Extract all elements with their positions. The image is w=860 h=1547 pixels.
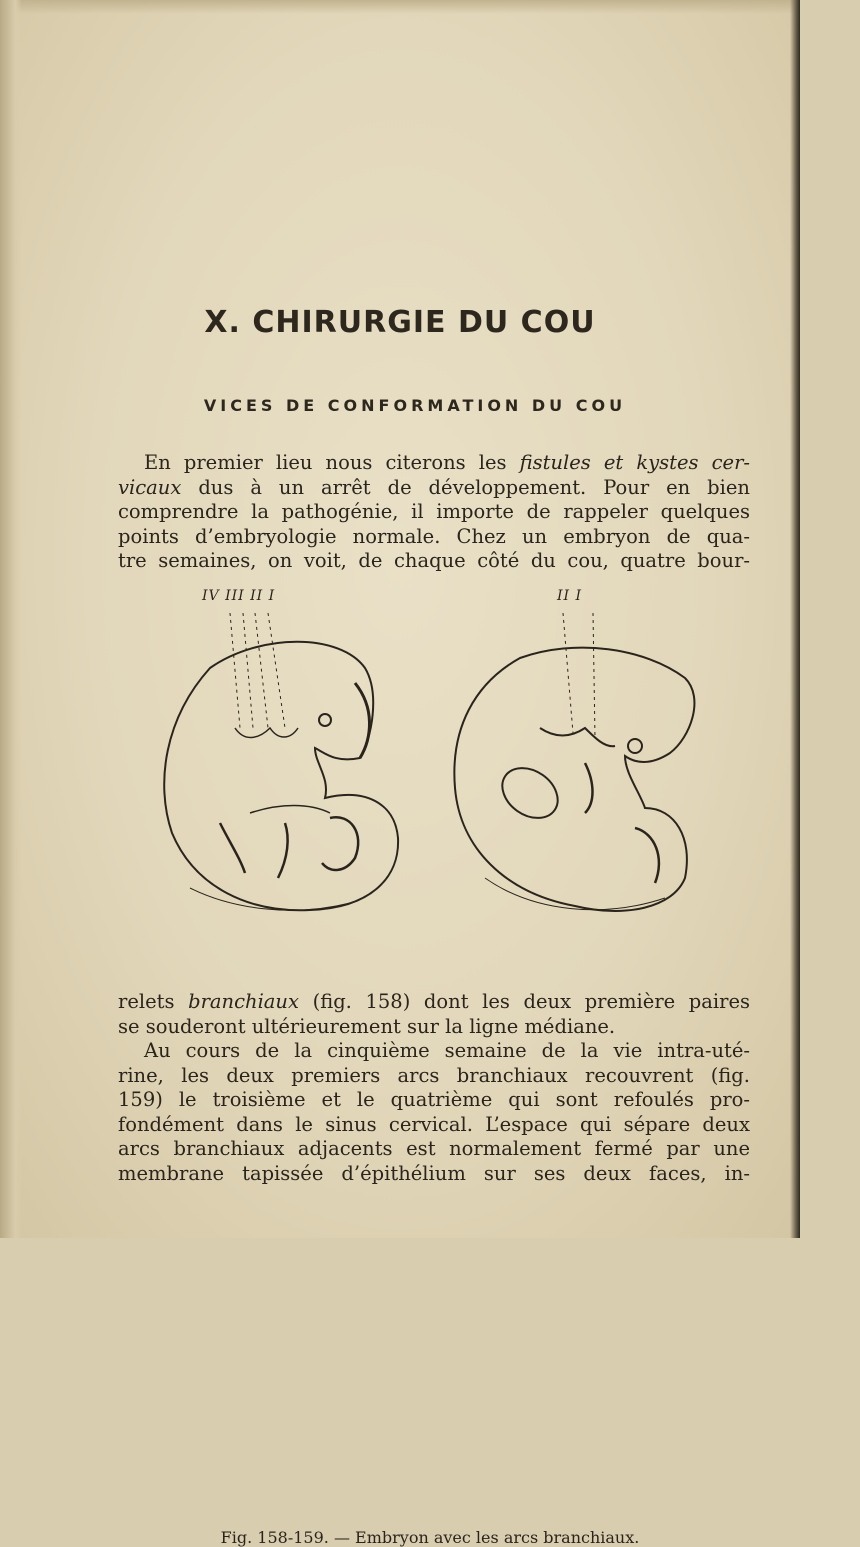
text-line: se souderont ultérieurement sur la ligne médiane. bbox=[118, 1014, 616, 1038]
text-line: vicaux dus à un arrêt de développement. Pour en bien bbox=[118, 475, 750, 499]
text-line: arcs branchiaux adjacents est normalement fermé par une bbox=[118, 1137, 750, 1160]
text-line: 159) le troisième et le quatrième qui sont refoulés pro- bbox=[118, 1088, 750, 1111]
text-line: comprendre la pathogénie, il importe de rappeler quelques bbox=[118, 500, 750, 523]
figure-caption: Fig. 158-159. — Embryon avec les arcs branchiaux. bbox=[220, 1528, 640, 1547]
embryo-right bbox=[454, 613, 694, 911]
text-line: En premier lieu nous citerons les fistules et kystes cer- bbox=[144, 451, 750, 474]
text-line: Au cours de la cinquième semaine de la vie intra-uté- bbox=[144, 1039, 750, 1062]
page-top-edge bbox=[0, 0, 800, 14]
paragraph-intro bbox=[118, 451, 750, 574]
text-line: tre semaines, on voit, de chaque côté du cou, quatre bour- bbox=[118, 549, 750, 572]
text-line: points d’embryologie normale. Chez un embryon de qua- bbox=[118, 524, 750, 548]
paragraph-continuation bbox=[118, 990, 750, 1186]
text-line: membrane tapissée d’épithélium sur ses deux faces, in- bbox=[118, 1161, 750, 1185]
section-title: VICES DE CONFORMATION DU COU bbox=[203, 396, 627, 415]
figure-label-right: II I bbox=[557, 588, 583, 604]
embryo-left bbox=[164, 613, 398, 910]
embryo-illustration bbox=[150, 588, 720, 938]
page-left-edge bbox=[0, 0, 22, 1238]
text-line: fondément dans le sinus cervical. L’espace qui sépare deux bbox=[118, 1112, 750, 1136]
text-line: rine, les deux premiers arcs branchiaux recouvrent (fig. bbox=[118, 1063, 750, 1087]
figure-label-left: IV III II I bbox=[202, 588, 276, 604]
text-line: relets branchiaux (fig. 158) dont les deux première paires bbox=[118, 990, 750, 1013]
chapter-title: X. CHIRURGIE DU COU bbox=[204, 305, 596, 340]
page-right-edge bbox=[790, 0, 800, 1238]
